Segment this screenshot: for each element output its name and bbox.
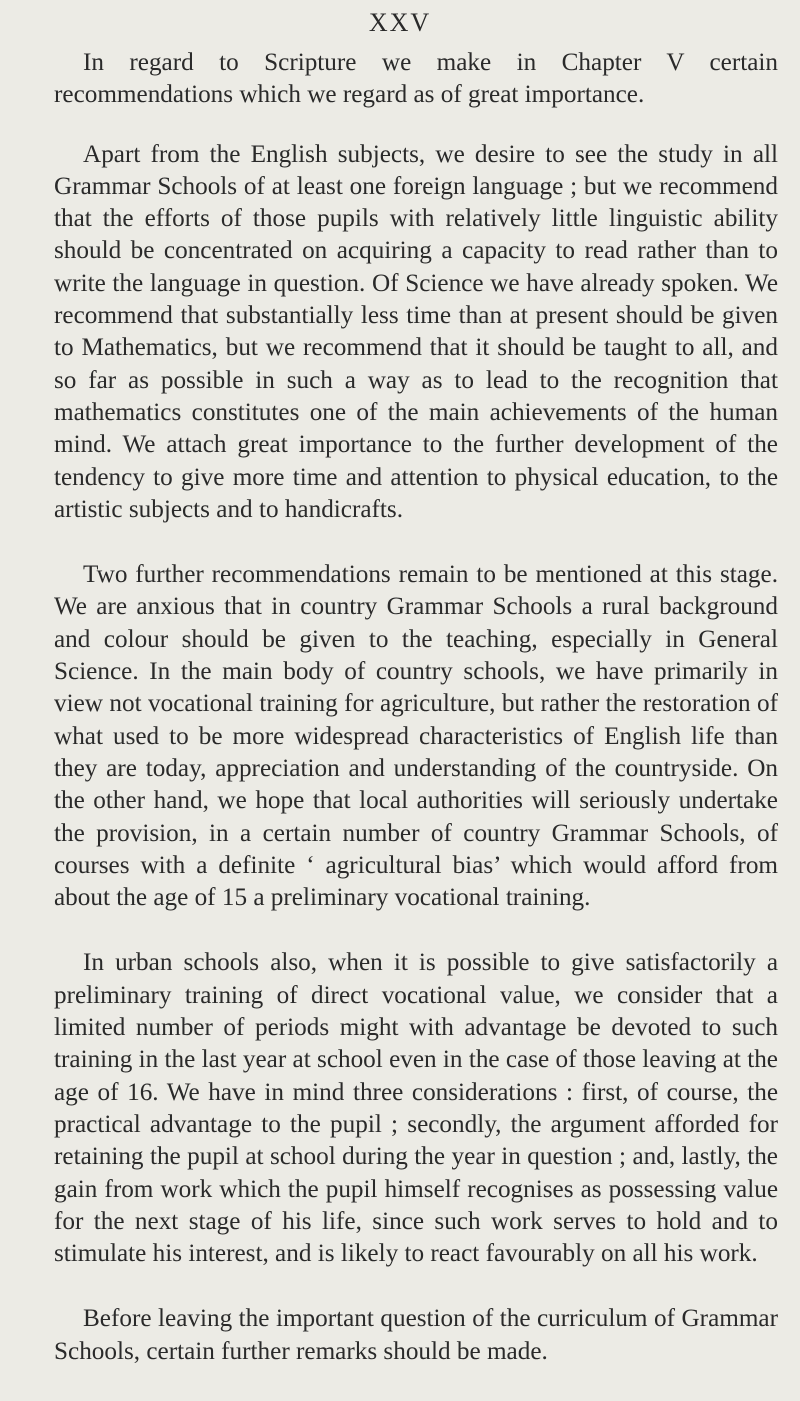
page-number: XXV: [368, 8, 432, 37]
paragraph-urban-schools: In urban schools also, when it is possible to give satisfactorily a preliminary training of direct vocational value, we consider that a limited number of periods might with advantage be devoted to such training in the last year at school even in the case of those leaving at the age of 16. We have in mind three considerations : first, of course, the practical advantage to the pupil ; secondly, the argument afforded for retaining the pupil at school during the year in question ; and, lastly, the gain from work which the pupil himself recognises as possessing value for the next stage of his life, since such work serves to hold and to stimulate his interest, and is likely to react favourably on all his work.: [54, 949, 778, 1268]
paragraph-country-schools: Two further recommendations remain to be mentioned at this stage. We are anxious that in country Grammar Schools a rural background and colour should be given to the teaching, especially in General Science. In the main body of country schools, we have primarily in view not vocational training for agriculture, but rather the restoration of what used to be more widespread characteristics of English life than they are today, appreciation and understanding of the countryside. On the other hand, we hope that local authorities will seriously undertake the provision, in a certain number of country Grammar Schools, of courses with a definite ‘ agricultural bias’ which would afford from about the age of 15 a preliminary vocational training.: [54, 561, 778, 912]
body-text: [54, 47, 778, 1401]
paragraph-curriculum-remarks: Before leaving the important question of the curriculum of Grammar Schools, certain further remarks should be made.: [54, 1305, 778, 1365]
paragraph-subjects: Apart from the English subjects, we desire to see the study in all Grammar Schools of at least one foreign language ; but we recommend that the efforts of those pupils with relatively little linguistic ability should be concentrated on acquiring a capacity to read rather than to write the language in question. Of Science we have already spoken. We recommend that substantially less time than at present should be given to Mathematics, but we recommend that it should be taught to all, and so far as possible in such a way as to lead to the recognition that mathematics constitutes one of the main achievements of the human mind. We attach great importance to the further development of the tendency to give more time and attention to physical education, to the artistic subjects and to handicrafts.: [54, 140, 778, 523]
paragraph-scripture: In regard to Scripture we make in Chapter V certain recommendations which we regard as of great importance.: [54, 49, 778, 109]
